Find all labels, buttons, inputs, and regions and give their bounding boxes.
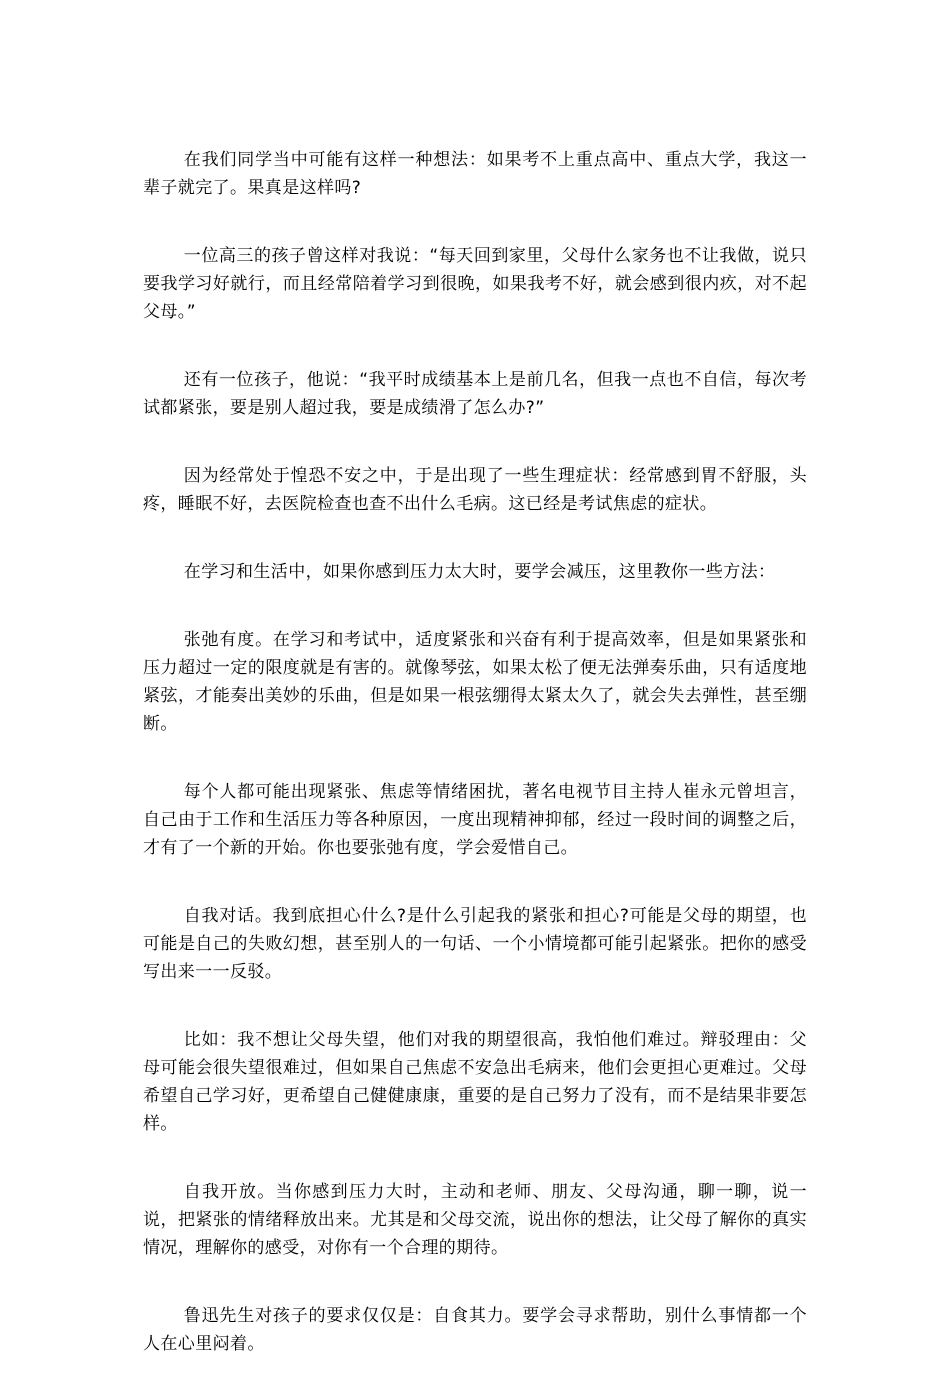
document-page — [143, 0, 807, 1398]
paragraph-8: 自我对话。我到底担心什么?是什么引起我的紧张和担心?可能是父母的期望，也可能是自己的失败幻想，甚至别人的一句话、一个小情境都可能引起紧张。把你的感受写出来一一反驳。 — [143, 906, 807, 982]
paragraph-1: 在我们同学当中可能有这样一种想法：如果考不上重点高中、重点大学，我这一辈子就完了。果真是这样吗? — [143, 150, 807, 198]
paragraph-11: 鲁迅先生对孩子的要求仅仅是：自食其力。要学会寻求帮助，别什么事情都一个人在心里闷着。 — [143, 1306, 807, 1354]
paragraph-6: 张弛有度。在学习和考试中，适度紧张和兴奋有利于提高效率，但是如果紧张和压力超过一定的限度就是有害的。就像琴弦，如果太松了便无法弹奏乐曲，只有适度地紧弦，才能奏出美妙的乐曲，但是如果一根弦绷得太紧太久了，就会失去弹性，甚至绷断。 — [143, 630, 807, 734]
paragraph-10: 自我开放。当你感到压力大时，主动和老师、朋友、父母沟通，聊一聊，说一说，把紧张的情绪释放出来。尤其是和父母交流，说出你的想法，让父母了解你的真实情况，理解你的感受，对你有一个合理的期待。 — [143, 1182, 807, 1258]
paragraph-3: 还有一位孩子，他说：“我平时成绩基本上是前几名，但我一点也不自信，每次考试都紧张，要是别人超过我，要是成绩滑了怎么办?” — [143, 370, 807, 418]
paragraph-5: 在学习和生活中，如果你感到压力太大时，要学会减压，这里教你一些方法： — [183, 562, 776, 582]
paragraph-2: 一位高三的孩子曾这样对我说：“每天回到家里，父母什么家务也不让我做，说只要我学习好就行，而且经常陪着学习到很晚，如果我考不好，就会感到很内疚，对不起父母。” — [143, 246, 807, 322]
paragraph-4: 因为经常处于惶恐不安之中，于是出现了一些生理症状：经常感到胃不舒服，头疼，睡眠不好，去医院检查也查不出什么毛病。这已经是考试焦虑的症状。 — [143, 466, 807, 514]
paragraph-9: 比如：我不想让父母失望，他们对我的期望很高，我怕他们难过。辩驳理由：父母可能会很失望很难过，但如果自己焦虑不安急出毛病来，他们会更担心更难过。父母希望自己学习好，更希望自己健健康康，重要的是自己努力了没有，而不是结果非要怎样。 — [143, 1030, 807, 1134]
paragraph-7: 每个人都可能出现紧张、焦虑等情绪困扰，著名电视节目主持人崔永元曾坦言，自己由于工作和生活压力等各种原因，一度出现精神抑郁，经过一段时间的调整之后，才有了一个新的开始。你也要张弛有度，学会爱惜自己。 — [143, 782, 807, 858]
